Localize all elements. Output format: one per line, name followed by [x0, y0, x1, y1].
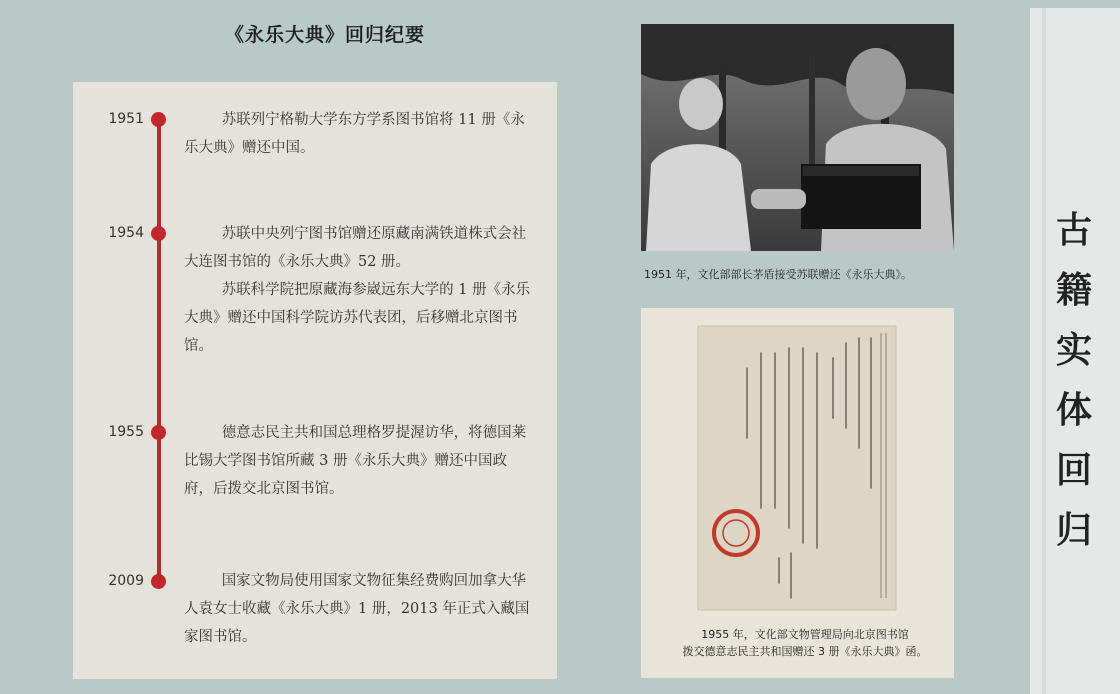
vertical-title-char: 体	[1055, 389, 1092, 431]
photo-caption: 1951 年，文化部部长茅盾接受苏联赠还《永乐大典》。	[644, 268, 912, 281]
entry-text: 苏联中央列宁图书馆赠还原藏南满铁道株式会社大连图书馆的《永乐大典》52 册。	[184, 226, 527, 270]
timeline-dot	[151, 425, 166, 440]
timeline-entry-1954	[184, 220, 532, 360]
vertical-title-char: 古	[1055, 209, 1092, 251]
document-caption-line-1: 1955 年，文化部文物管理局向北京图书馆	[701, 628, 909, 641]
historical-document-1955	[641, 308, 954, 678]
vertical-title-char: 籍	[1055, 269, 1092, 311]
document-caption-line-2: 拨交德意志民主共和国赠还 3 册《永乐大典》函。	[682, 645, 928, 658]
timeline-entry-1951	[184, 106, 532, 162]
timeline-dot	[151, 574, 166, 589]
timeline-line	[157, 120, 161, 582]
vertical-title-char: 归	[1055, 509, 1092, 551]
entry-text: 苏联列宁格勒大学东方学系图书馆将 11 册《永乐大典》赠还中国。	[184, 112, 525, 156]
photo-illustration	[641, 24, 954, 251]
timeline-dot	[151, 112, 166, 127]
timeline-year: 1954	[108, 225, 144, 241]
document-frame	[641, 308, 954, 678]
vertical-title-char: 回	[1055, 449, 1092, 491]
entry-text: 德意志民主共和国总理格罗提渥访华，将德国莱比锡大学图书馆所藏 3 册《永乐大典》赠还中国政府，后拨交北京图书馆。	[184, 425, 527, 497]
entry-text: 苏联科学院把原藏海参崴远东大学的 1 册《永乐大典》赠还中国科学院访苏代表团，后移赠北京图书馆。	[184, 282, 531, 354]
timeline-year: 1951	[108, 111, 144, 127]
timeline-year: 2009	[108, 573, 144, 589]
timeline-dot	[151, 226, 166, 241]
timeline-entry-2009	[184, 567, 532, 651]
vertical-title-char: 实	[1055, 329, 1092, 371]
timeline-year: 1955	[108, 424, 144, 440]
timeline-entry-1955	[184, 419, 532, 503]
historical-photo-1951	[641, 24, 954, 251]
document-caption	[660, 626, 950, 660]
entry-text: 国家文物局使用国家文物征集经费购回加拿大华人袁女士收藏《永乐大典》1 册，2013 年正式入藏国家图书馆。	[184, 573, 530, 645]
page-title: 《永乐大典》回归纪要	[224, 24, 425, 46]
vertical-title	[1052, 200, 1096, 560]
